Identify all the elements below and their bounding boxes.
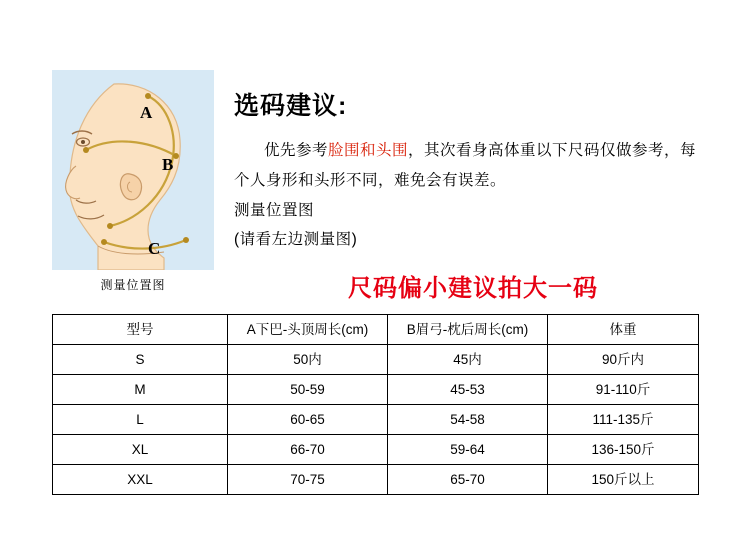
table-cell-a: 50-59 — [228, 375, 388, 405]
table-cell-weight: 91-110斤 — [548, 375, 699, 405]
diagram-label-b: B — [162, 155, 174, 174]
head-measurement-diagram — [52, 70, 214, 270]
diagram-caption: 测量位置图 — [100, 278, 166, 292]
table-cell-size: S — [53, 345, 228, 375]
advice-paragraph — [234, 136, 712, 196]
table-cell-size: L — [53, 405, 228, 435]
table-row — [53, 345, 699, 375]
table-cell-a: 60-65 — [228, 405, 388, 435]
size-table — [52, 314, 699, 495]
table-row — [53, 465, 699, 495]
table-cell-size: XXL — [53, 465, 228, 495]
table-header-cell: B眉弓-枕后周长(cm) — [388, 315, 548, 345]
sub-line-see-left-diagram: (请看左边测量图) — [234, 231, 358, 248]
table-header-row — [53, 315, 699, 345]
advice-text-block — [234, 70, 712, 254]
table-cell-a: 70-75 — [228, 465, 388, 495]
table-header-cell: 体重 — [548, 315, 699, 345]
table-cell-b: 45内 — [388, 345, 548, 375]
table-header-cell: A下巴-头顶周长(cm) — [228, 315, 388, 345]
top-section — [52, 70, 712, 300]
table-cell-size: M — [53, 375, 228, 405]
table-cell-weight: 150斤以上 — [548, 465, 699, 495]
paragraph-highlight: 脸围和头围 — [328, 142, 409, 159]
table-cell-weight: 90斤内 — [548, 345, 699, 375]
page-title: 选码建议: — [234, 92, 348, 120]
sub-line-measure-position: 测量位置图 — [234, 202, 315, 219]
size-notice: 尺码偏小建议拍大一码 — [348, 275, 598, 302]
table-cell-a: 66-70 — [228, 435, 388, 465]
measurement-diagram-block — [52, 70, 214, 293]
table-cell-size: XL — [53, 435, 228, 465]
table-cell-b: 54-58 — [388, 405, 548, 435]
paragraph-part2: ，其次看身高体重以下尺码仅做参考，每个人身形和头形不同，难免会有误差。 — [234, 142, 697, 189]
table-row — [53, 405, 699, 435]
table-cell-a: 50内 — [228, 345, 388, 375]
diagram-label-c: C — [148, 239, 161, 258]
table-cell-b: 45-53 — [388, 375, 548, 405]
table-cell-weight: 111-135斤 — [548, 405, 699, 435]
table-cell-weight: 136-150斤 — [548, 435, 699, 465]
table-row — [53, 375, 699, 405]
table-row — [53, 435, 699, 465]
table-header-cell: 型号 — [53, 315, 228, 345]
table-cell-b: 59-64 — [388, 435, 548, 465]
table-cell-b: 65-70 — [388, 465, 548, 495]
head-diagram-svg — [52, 70, 214, 270]
diagram-label-a: A — [140, 103, 153, 122]
paragraph-part1: 优先参考 — [264, 142, 329, 159]
